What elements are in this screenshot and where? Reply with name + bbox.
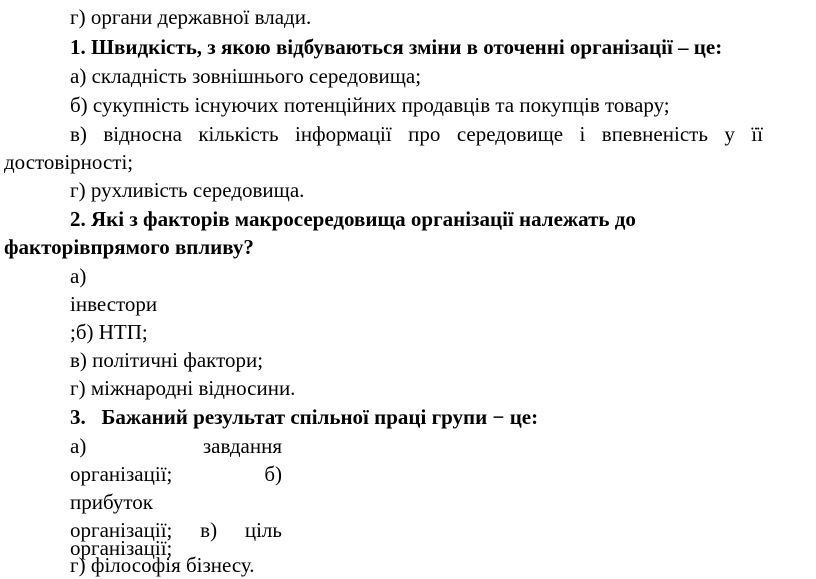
word: середовище <box>456 122 564 146</box>
answer-option-v-justified <box>70 121 763 148</box>
answer-option-b: ;б) НТП; <box>70 320 148 344</box>
answer-option-a-justified <box>70 433 282 460</box>
word: кількість <box>198 122 279 146</box>
answer-option-a-text: інвестори <box>70 292 158 316</box>
question-3: 3. Бажаний результат спільної праці групи − це: <box>70 405 539 429</box>
answer-option-v-continuation: достовірності; <box>4 150 134 174</box>
word: в) <box>70 122 87 146</box>
answer-option-a: а) складність зовнішнього середовища; <box>70 64 422 88</box>
answer-option-a: а) <box>70 264 87 288</box>
answer-option-g: г) рухливість середовища. <box>70 178 305 202</box>
answer-option-v-continuation: організації; <box>70 536 173 560</box>
question-2-continuation: факторівпрямого впливу? <box>4 235 254 259</box>
answer-option-v: в) політичні фактори; <box>70 348 264 372</box>
word: завдання <box>202 434 282 458</box>
word: її <box>751 122 763 146</box>
answer-option-b-text: прибуток <box>70 490 153 514</box>
word: б) <box>264 462 282 486</box>
word: ціль <box>244 518 282 542</box>
word: організації; <box>70 518 173 542</box>
answer-option-g: г) органи державної влади. <box>70 5 312 29</box>
word: і <box>579 122 586 146</box>
word: впевненість <box>601 122 708 146</box>
word: в) <box>200 518 218 542</box>
word: інформації <box>294 122 392 146</box>
answer-option-b-justified <box>70 461 282 488</box>
word: відносна <box>103 122 182 146</box>
word: про <box>408 122 441 146</box>
answer-option-g: г) міжнародні відносини. <box>70 376 296 400</box>
word: а) <box>70 434 87 458</box>
answer-option-b: б) сукупність існуючих потенційних продавців та покупців товару; <box>70 93 670 117</box>
answer-option-g: г) філософія бізнесу. <box>70 553 255 577</box>
question-2: 2. Які з факторів макросередовища організації належать до <box>70 207 636 231</box>
word: організації; <box>70 462 173 486</box>
word: у <box>724 122 735 146</box>
question-1: 1. Швидкість, з якою відбуваються зміни в оточенні організації – це: <box>70 35 723 59</box>
